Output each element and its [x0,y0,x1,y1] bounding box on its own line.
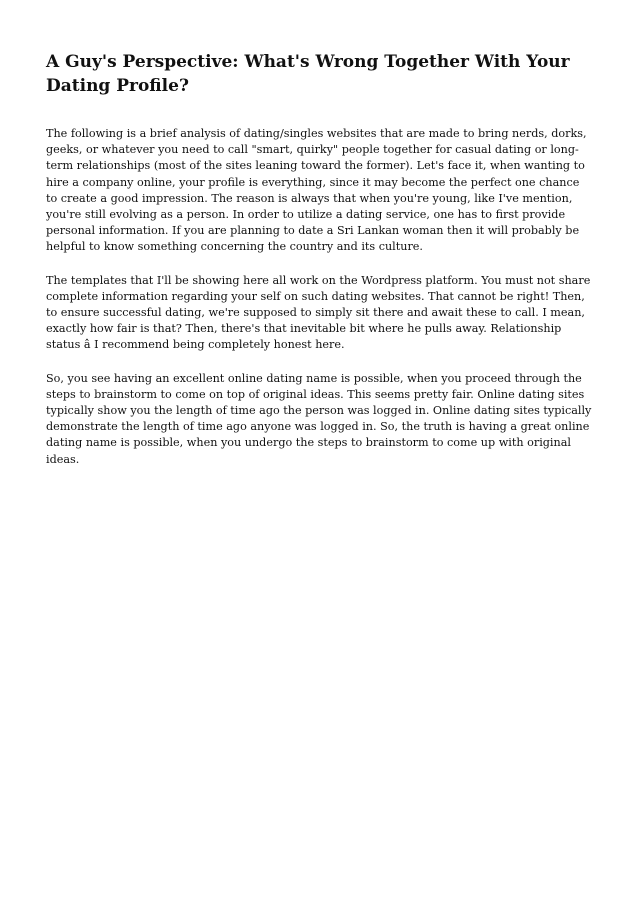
paragraph-1: The following is a brief analysis of dating/singles websites that are made to bring nerds, dorks, geeks, or whatever you need to call "smart, quirky" people together for casual dating or long-term relationships (most of the sites leaning toward the former). Let's face it, when wanting to hire a company online, your profile is everything, since it may become the perfect one chance to create a good impression. The reason is always that when you're young, like I've mention, you're still evolving as a person. In order to utilize a dating service, one has to first provide personal information. If you are planning to date a Sri Lankan woman then it will probably be helpful to know something concerning the country and its culture. [46,127,587,254]
document-title: A Guy's Perspective: What's Wrong Together With Your Dating Profile? [46,52,570,96]
paragraph-2: The templates that I'll be showing here all work on the Wordpress platform. You must not share complete information regarding your self on such dating websites. That cannot be right! Then, to ensure successful dating, we're supposed to simply sit there and await these to call. I mean, exactly how fair is that? Then, there's that inevitable bit where he pulls away. Relationship status â I recommend being completely honest here. [46,273,591,352]
paragraph-3: So, you see having an excellent online dating name is possible, when you proceed through the steps to brainstorm to come on top of original ideas. This seems pretty fair. Online dating sites typically show you the length of time ago the person was logged in. Online dating sites typically demonstrate the length of time ago anyone was logged in. So, the truth is having a great online dating name is possible, when you undergo the steps to brainstorm to come up with original ideas. [46,371,592,466]
document-page [46,50,594,485]
